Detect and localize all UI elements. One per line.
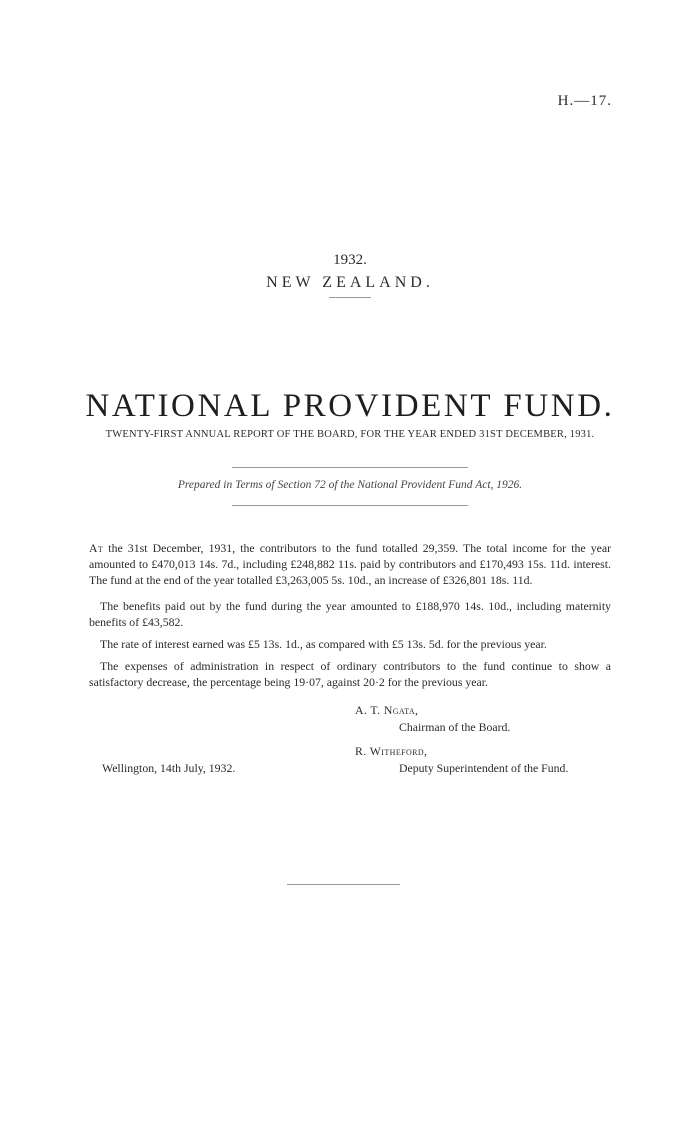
- signatory-chairman-title: Chairman of the Board.: [399, 720, 511, 734]
- paragraph-benefits: The benefits paid out by the fund during the year amounted to £188,970 14s. 10d., including maternity benefits of £43,582.: [89, 599, 611, 629]
- end-divider: [287, 884, 400, 885]
- report-subtitle: TWENTY-FIRST ANNUAL REPORT OF THE BOARD, FOR THE YEAR ENDED 31ST DECEMBER, 1931.: [105, 429, 595, 440]
- signatory-chairman-name: A. T. Ngata,: [355, 703, 419, 717]
- paragraph-contributors: [89, 540, 611, 588]
- paragraph-contributors-text: the 31st December, 1931, the contributors to the fund totalled 29,359. The total income for the year amounted to £470,013 14s. 7d., including £248,882 11s. paid by contributors and £170,493 15s. 11d. interest. The fund at the end of the year totalled £3,263,005 5s. 10d., an increase of £326,801 18s. 11d.: [89, 541, 611, 587]
- divider-upper: [232, 467, 468, 468]
- signatory-deputy-title: Deputy Superintendent of the Fund.: [399, 761, 569, 775]
- country-heading: NEW ZEALAND.: [266, 274, 434, 291]
- report-title: NATIONAL PROVIDENT FUND.: [85, 388, 615, 424]
- divider-lower: [232, 505, 468, 506]
- report-year: 1932.: [333, 252, 367, 268]
- prepared-note: Prepared in Terms of Section 72 of the National Provident Fund Act, 1926.: [177, 479, 523, 491]
- place-and-date: Wellington, 14th July, 1932.: [102, 761, 236, 775]
- divider-short: [329, 297, 371, 298]
- paragraph-expenses: The expenses of administration in respect of ordinary contributors to the fund continue to show a satisfactory decrease, the percentage being 19·07, against 20·2 for the previous year.: [89, 659, 611, 689]
- document-reference: H.—17.: [557, 93, 612, 109]
- paragraph-lead-word: At: [89, 541, 104, 555]
- paragraph-interest: The rate of interest earned was £5 13s. 1d., as compared with £5 13s. 5d. for the previous year.: [100, 637, 547, 651]
- signatory-deputy-name: R. Witheford,: [355, 744, 428, 758]
